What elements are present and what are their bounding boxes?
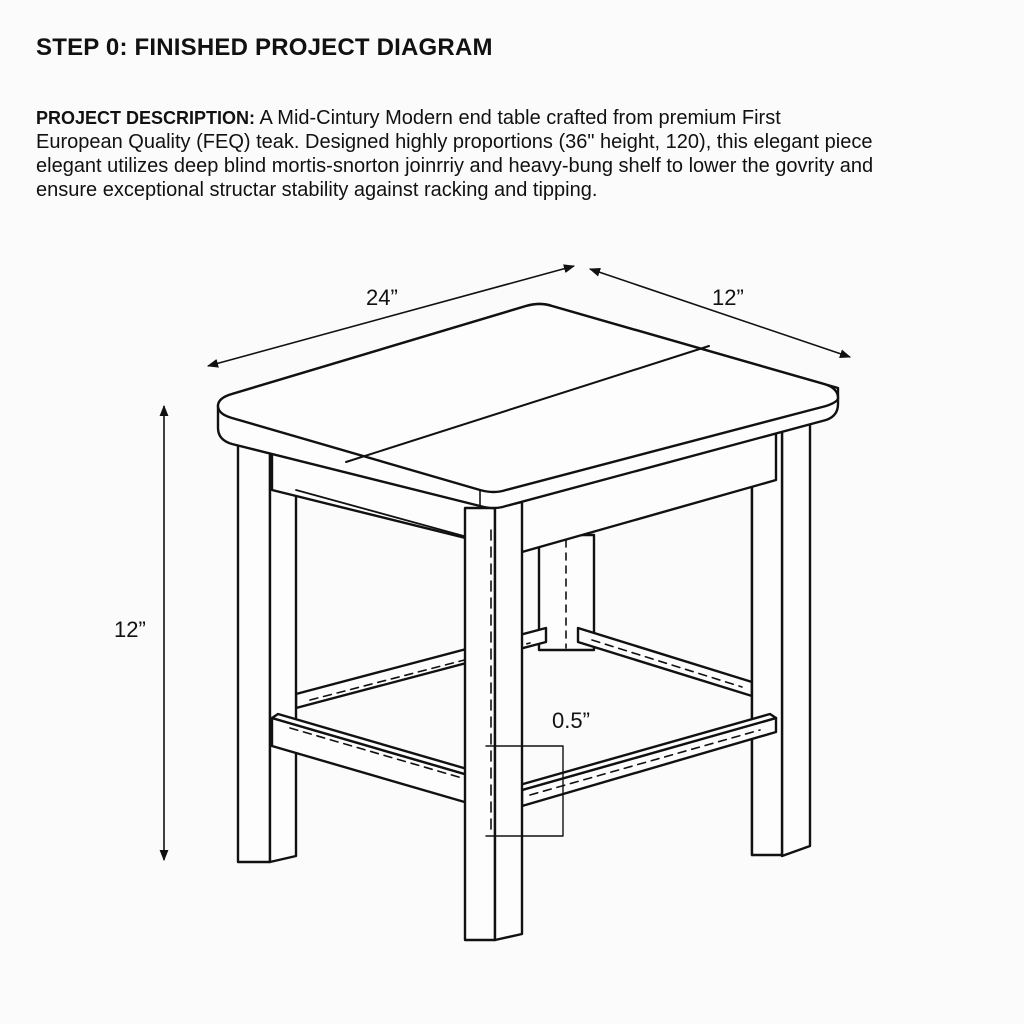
description-line-4: ensure exceptional structar stability against racking and tipping. [36, 179, 598, 201]
description-line-2: European Quality (FEQ) teak. Designed highly proportions (36" height, 120), this elegant piece [36, 131, 873, 153]
back-shelf-rail-right [578, 628, 752, 696]
length-dimension-label: 24” [366, 285, 398, 310]
description-text-1: A Mid-Cintury Modern end table crafted from premium First [259, 107, 781, 129]
description-label: PROJECT DESCRIPTION: [36, 108, 256, 128]
description-line-3: elegant utilizes deep blind mortis-snorton joinrriy and heavy-bung shelf to lower the govrity and [36, 155, 874, 177]
detail-dimension-label: 0.5” [552, 708, 590, 733]
width-dimension-label: 12” [712, 285, 744, 310]
height-dimension-label: 12” [114, 617, 146, 642]
page-title: STEP 0: FINISHED PROJECT DIAGRAM [36, 34, 493, 61]
front-shelf-rail [272, 714, 474, 803]
front-leg [465, 502, 522, 940]
